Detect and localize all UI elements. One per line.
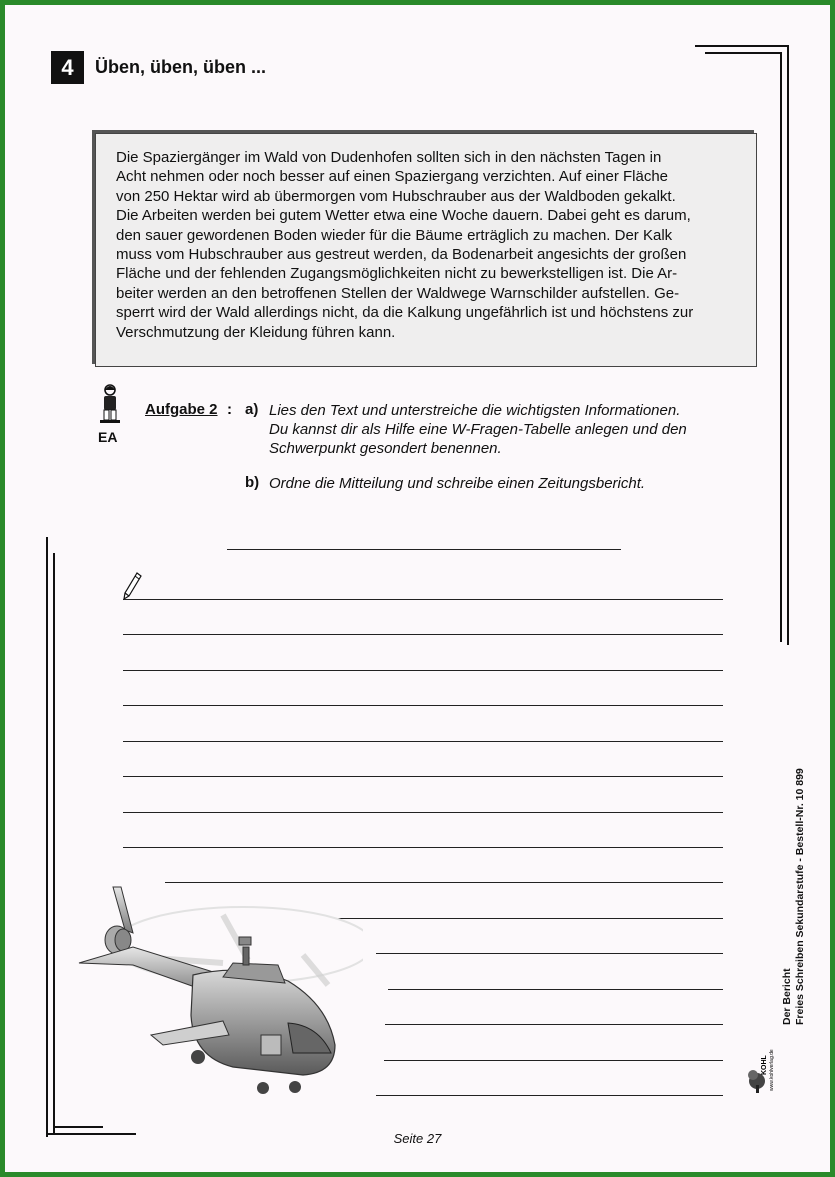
writing-line — [123, 741, 723, 742]
single-work-person-icon — [99, 383, 121, 429]
page-number: Seite 27 — [393, 1131, 442, 1146]
worksheet-page — [5, 5, 830, 1172]
task-a-line: Du kannst dir als Hilfe eine W-Fragen-Tabelle anlegen und den — [269, 421, 687, 438]
task-a-text — [269, 401, 687, 458]
writing-line — [123, 847, 723, 848]
writing-line — [123, 812, 723, 813]
writing-line — [384, 1060, 723, 1061]
publisher-name: KOHL — [761, 1055, 768, 1075]
task-a-letter: a) — [245, 401, 259, 418]
writing-line — [123, 599, 723, 600]
sidebar-book-title: Der Bericht — [781, 968, 793, 1025]
article-line: Verschmutzung der Kleidung führen kann. — [116, 323, 396, 341]
task-colon: : — [227, 401, 232, 418]
article-textbox — [95, 133, 757, 367]
writing-line — [376, 953, 723, 954]
article-line: Die Arbeiten werden bei gutem Wetter etwa eine Woche dauern. Dabei geht es darum, — [116, 207, 691, 225]
helicopter-illustration — [73, 885, 363, 1097]
task-label: Aufgabe 2 — [145, 401, 218, 418]
frame-left-line — [46, 537, 48, 1137]
headline-writing-line — [227, 549, 621, 550]
task-a-line: Lies den Text und unterstreiche die wichtigsten Informationen. — [269, 402, 681, 419]
frame-top-line — [695, 45, 787, 47]
article-line: Die Spaziergänger im Wald von Dudenhofen sollten sich in den nächsten Tagen in — [116, 149, 662, 166]
publisher-url: www.kohlverlag.de — [769, 1049, 775, 1091]
writing-line — [123, 776, 723, 777]
writing-line — [376, 1095, 723, 1096]
writing-line — [385, 1024, 723, 1025]
writing-line — [123, 705, 723, 706]
sidebar-vertical-text — [781, 768, 807, 1025]
writing-line — [165, 882, 723, 883]
article-line: den sauer gewordenen Boden wieder für die Bäume erträglich zu machen. Der Kalk — [116, 226, 673, 244]
writing-line — [336, 918, 723, 919]
task-b-letter: b) — [245, 474, 260, 491]
writing-line — [388, 989, 723, 990]
article-line: sperrt wird der Wald allerdings nicht, da die Kalkung ungefährlich ist und höchstens zur — [116, 304, 694, 322]
frame-right-line-inner — [780, 52, 782, 642]
writing-line — [123, 670, 723, 671]
sidebar-series-order-number: Freies Schreiben Sekundarstufe - Bestell-Nr. 10 899 — [794, 768, 806, 1025]
publisher-logo — [747, 1035, 777, 1095]
article-line: beiter werden an den betroffenen Stellen der Waldwege Warnschilder aufstellen. Ge- — [116, 284, 680, 302]
article-line: Acht nehmen oder noch besser auf einen Spaziergang verzichten. Auf einer Fläche — [116, 168, 669, 186]
frame-top-line-inner — [705, 52, 780, 54]
article-line: Fläche und der fehlenden Zugangsmöglichkeiten nicht zu bewerkstelligen ist. Die Ar- — [116, 265, 678, 283]
article-line: von 250 Hektar wird ab übermorgen vom Hubschrauber aus der Waldboden gekalkt. — [116, 187, 676, 205]
frame-right-line — [787, 45, 789, 645]
frame-left-line-inner — [53, 553, 55, 1133]
writing-line — [123, 634, 723, 635]
article-line: muss vom Hubschrauber aus gestreut werden, da Bodenarbeit angesichts der großen — [116, 246, 687, 264]
task-a-line: Schwerpunkt gesondert benennen. — [269, 440, 502, 457]
task-b-text: Ordne die Mitteilung und schreibe einen Zeitungsbericht. — [269, 475, 646, 492]
pencil-icon — [121, 571, 143, 601]
page-title: Üben, üben, üben ... — [95, 57, 266, 77]
frame-bottom-line-inner — [53, 1126, 103, 1128]
exercise-number-badge: 4 — [51, 51, 84, 84]
work-mode-label: EA — [98, 429, 118, 445]
